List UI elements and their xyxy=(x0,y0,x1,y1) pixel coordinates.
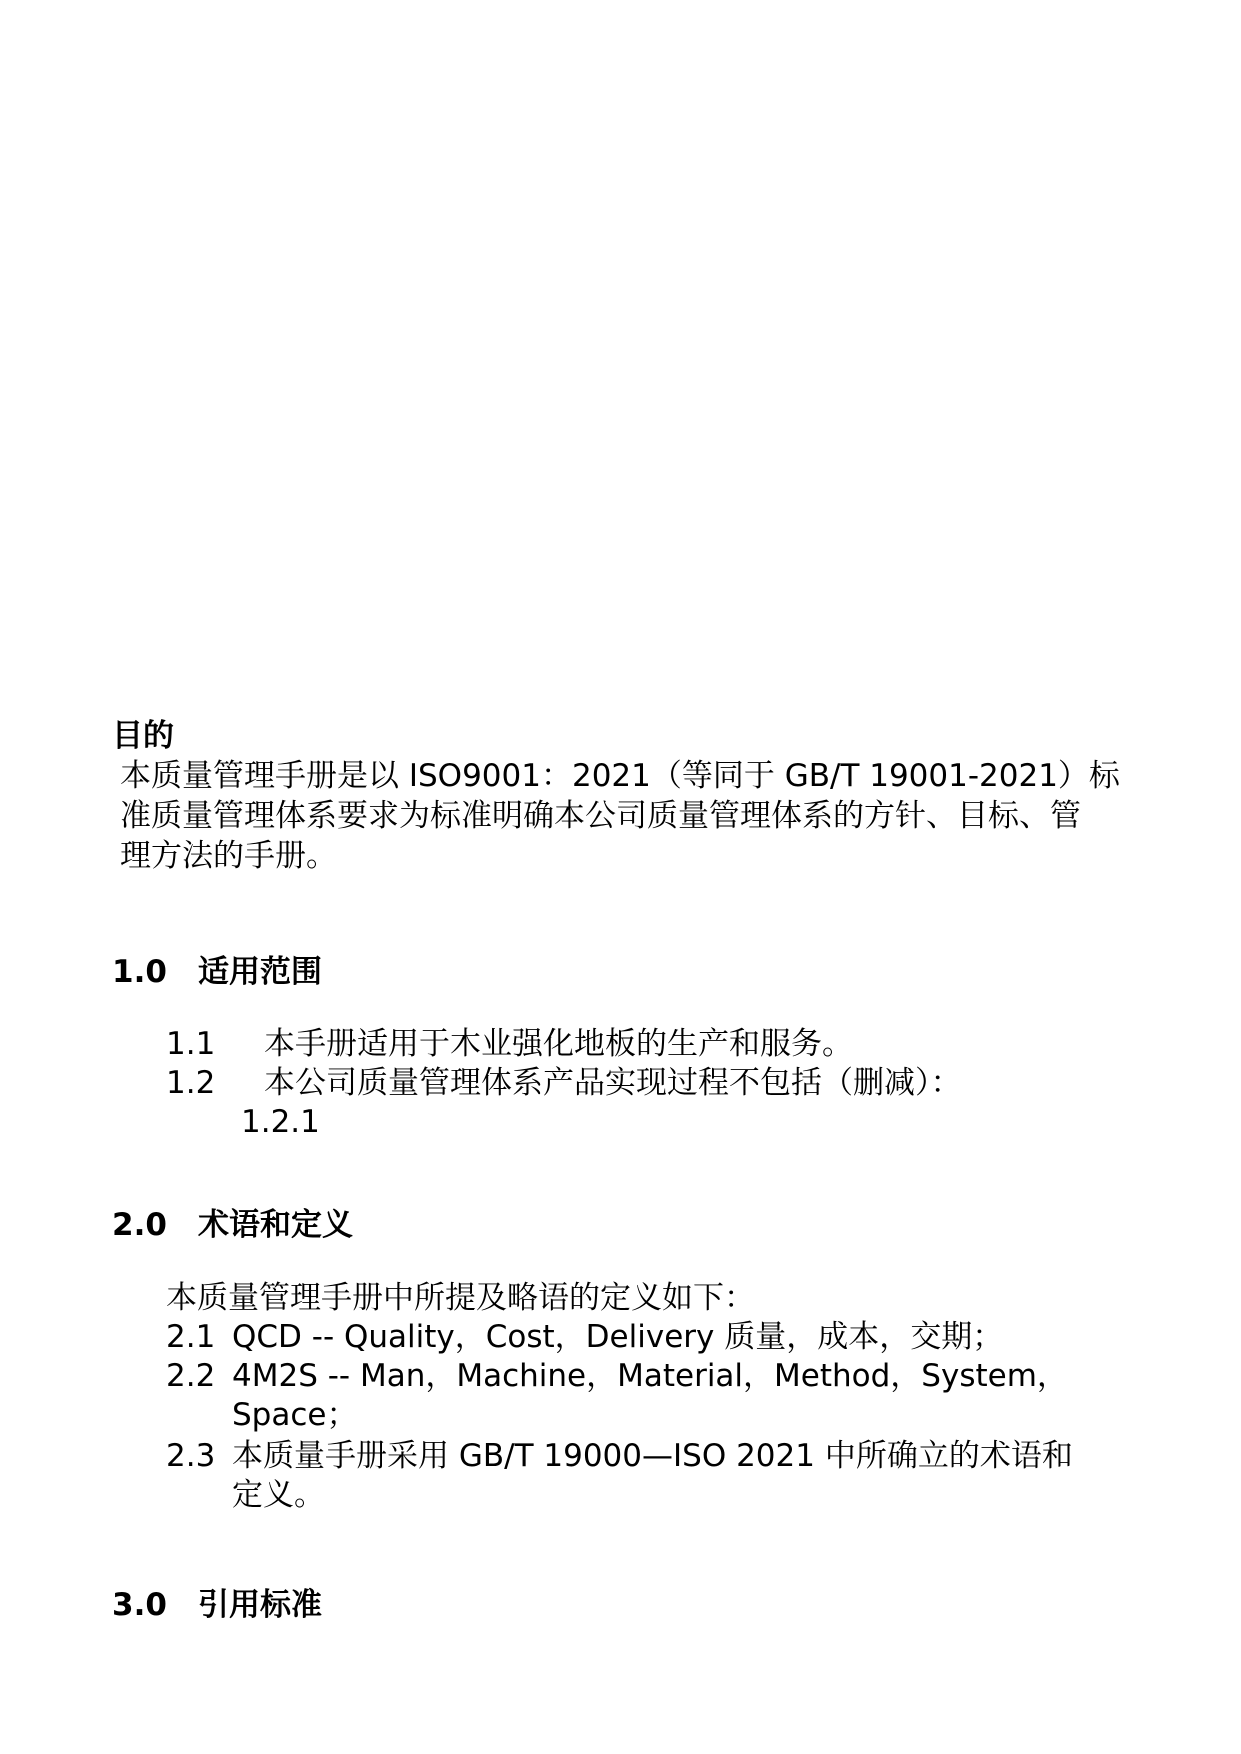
purpose-heading: 目的 xyxy=(112,718,174,754)
section-intro: 本质量管理手册中所提及略语的定义如下： xyxy=(166,1280,755,1316)
item-number: 2.3 xyxy=(166,1438,216,1474)
section-number: 2.0 xyxy=(112,1207,167,1243)
item-text: 本手册适用于木业强化地板的生产和服务。 xyxy=(264,1026,853,1062)
item-text: QCD -- Quality，Cost，Delivery 质量，成本，交期； xyxy=(232,1319,1004,1355)
section-number: 3.0 xyxy=(112,1587,167,1623)
item-text: 本公司质量管理体系产品实现过程不包括（删减）： xyxy=(264,1065,962,1101)
purpose-line: 理方法的手册。 xyxy=(120,838,337,874)
item-number: 2.2 xyxy=(166,1358,216,1394)
item-number: 1.1 xyxy=(166,1026,216,1062)
item-text: Space； xyxy=(232,1397,358,1433)
section-number: 1.0 xyxy=(112,954,167,990)
item-text: 定义。 xyxy=(232,1477,325,1513)
item-number: 1.2 xyxy=(166,1065,216,1101)
purpose-line: 准质量管理体系要求为标准明确本公司质量管理体系的方针、目标、管 xyxy=(120,798,1081,834)
item-text: 本质量手册采用 GB/T 19000—ISO 2021 中所确立的术语和 xyxy=(232,1438,1073,1474)
section-title: 适用范围 xyxy=(198,954,322,990)
section-title: 引用标准 xyxy=(198,1587,322,1623)
item-number: 2.1 xyxy=(166,1319,216,1355)
item-text: 4M2S -- Man，Machine，Material，Method，System， xyxy=(232,1358,1068,1394)
purpose-paragraph xyxy=(120,756,1160,876)
section-title: 术语和定义 xyxy=(198,1207,353,1243)
purpose-line: 本质量管理手册是以 ISO9001：2021（等同于 GB/T 19001-2021）标 xyxy=(120,758,1120,794)
item-number: 1.2.1 xyxy=(241,1104,320,1140)
